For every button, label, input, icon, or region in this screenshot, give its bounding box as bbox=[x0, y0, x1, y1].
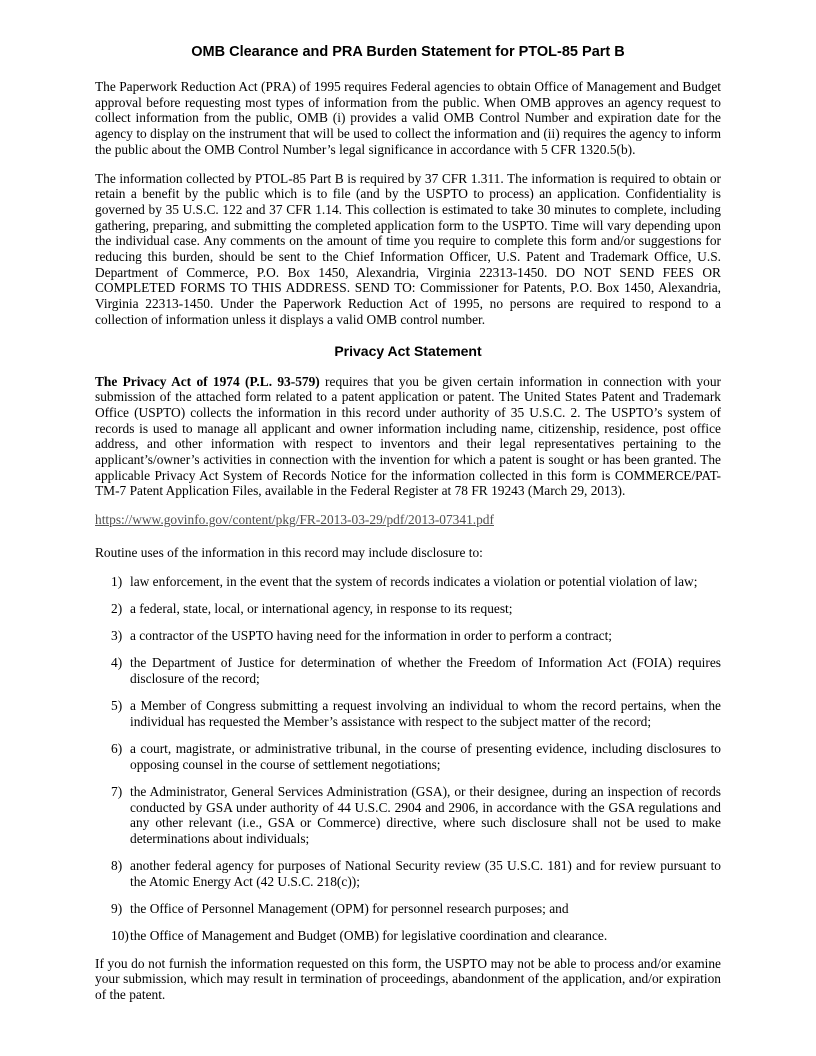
routine-uses-intro: Routine uses of the information in this record may include disclosure to: bbox=[95, 544, 483, 560]
pra-paragraph-1: The Paperwork Reduction Act (PRA) of 1995 requires Federal agencies to obtain Office of Management and Budget approval before requesting most types of information from the public. When OMB approves an agency request to collect information from the public, OMB (i) provides a valid OMB Control Number and expiration date for the agency to display on the instrument that will be used to collect the information and (ii) requires the agency to inform the public about the OMB Control Number’s legal significance in accordance with 5 CFR 1320.5(b). bbox=[95, 79, 721, 157]
list-item-number: 8) bbox=[111, 858, 123, 874]
list-item-text: a court, magistrate, or administrative tribunal, in the course of presenting evidence, including disclosures to opposing counsel in the course of settlement negotiations; bbox=[130, 741, 721, 772]
routine-use-item-9 bbox=[111, 901, 721, 917]
list-item-number: 4) bbox=[111, 655, 123, 671]
list-item-number: 10) bbox=[111, 928, 129, 944]
list-item-text: the Office of Personnel Management (OPM) for personnel research purposes; and bbox=[130, 901, 569, 917]
routine-use-item-7 bbox=[111, 784, 721, 847]
list-item-number: 3) bbox=[111, 627, 123, 643]
federal-register-link-line bbox=[95, 512, 721, 528]
list-item-text: the Administrator, General Services Administration (GSA), or their designee, during an inspection of records conducted by GSA under authority of 44 U.S.C. 2904 and 2906, in accordance with the GSA regulations and any other relevant (i.e., GSA or Commerce) directive, where such disclosure shall not be used to make determinations about individuals; bbox=[130, 783, 721, 847]
list-item-text: the Department of Justice for determination of whether the Freedom of Information Act (FOIA) requires disclosure of the record; bbox=[130, 655, 721, 686]
routine-use-item-4 bbox=[111, 655, 721, 686]
closing-paragraph: If you do not furnish the information requested on this form, the USPTO may not be able to process and/or examine your submission, which may result in termination of proceedings, abandonment of the application, and/or expiration of the patent. bbox=[95, 955, 721, 1002]
list-item-text: a federal, state, local, or international agency, in response to its request; bbox=[130, 600, 513, 616]
routine-use-item-3 bbox=[111, 628, 721, 644]
routine-use-item-10 bbox=[111, 928, 721, 944]
list-item-number: 9) bbox=[111, 901, 123, 917]
list-item-number: 2) bbox=[111, 600, 123, 616]
federal-register-link[interactable]: https://www.govinfo.gov/content/pkg/FR-2013-03-29/pdf/2013-07341.pdf bbox=[95, 512, 494, 528]
list-item-text: a contractor of the USPTO having need for the information in order to perform a contract; bbox=[130, 627, 613, 643]
document-title: OMB Clearance and PRA Burden Statement for PTOL-85 Part B bbox=[191, 44, 625, 60]
privacy-paragraph bbox=[95, 374, 721, 500]
routine-use-item-5 bbox=[111, 698, 721, 729]
list-item-number: 5) bbox=[111, 698, 123, 714]
pra-paragraph-2: The information collected by PTOL-85 Part B is required by 37 CFR 1.311. The information is required to obtain or retain a benefit by the public which is to file (and by the USPTO to process) an application. Confidentiality is governed by 35 U.S.C. 122 and 37 CFR 1.14. This collection is estimated to take 30 minutes to complete, including gathering, preparing, and submitting the completed application form to the USPTO. Time will vary depending upon the individual case. Any comments on the amount of time you require to complete this form and/or suggestions for reducing this burden, should be sent to the Chief Information Officer, U.S. Patent and Trademark Office, U.S. Department of Commerce, P.O. Box 1450, Alexandria, Virginia 22313-1450. DO NOT SEND FEES OR COMPLETED FORMS TO THIS ADDRESS. SEND TO: Commissioner for Patents, P.O. Box 1450, Alexandria, Virginia 22313-1450. Under the Paperwork Reduction Act of 1995, no persons are required to respond to a collection of information unless it displays a valid OMB control number. bbox=[95, 170, 721, 327]
list-item-number: 7) bbox=[111, 783, 123, 799]
list-item-text: another federal agency for purposes of National Security review (35 U.S.C. 181) and for review pursuant to the Atomic Energy Act (42 U.S.C. 218(c)); bbox=[130, 858, 721, 889]
routine-uses-list bbox=[95, 574, 721, 944]
list-item-text: law enforcement, in the event that the system of records indicates a violation or potential violation of law; bbox=[130, 573, 698, 589]
list-item-text: a Member of Congress submitting a request involving an individual to whom the record pertains, when the individual has requested the Member’s assistance with respect to the subject matter of the record; bbox=[130, 698, 721, 729]
list-item-text: the Office of Management and Budget (OMB) for legislative coordination and clearance. bbox=[130, 928, 608, 944]
privacy-act-body: requires that you be given certain information in connection with your submission of the attached form related to a patent application or patent. The United States Patent and Trademark Office (USPTO) collects the information in this record under authority of 35 U.S.C. 2. The USPTO’s system of records is used to manage all applicant and owner information including name, citizenship, residence, post office address, and other information with respect to inventors and their legal representatives pertaining to the applicant’s/owner’s activities in connection with the invention for which a patent is sought or has been granted. The applicable Privacy Act System of Records Notice for the information collected in this form is COMMERCE/PAT-TM-7 Patent Application Files, available in the Federal Register at 78 FR 19243 (March 29, 2013). bbox=[95, 373, 721, 499]
routine-use-item-1 bbox=[111, 574, 721, 590]
list-item-number: 1) bbox=[111, 573, 123, 589]
routine-use-item-8 bbox=[111, 858, 721, 889]
routine-use-item-6 bbox=[111, 741, 721, 772]
routine-use-item-2 bbox=[111, 601, 721, 617]
privacy-act-lead: The Privacy Act of 1974 (P.L. 93-579) bbox=[95, 373, 320, 389]
list-item-number: 6) bbox=[111, 741, 123, 756]
privacy-act-heading: Privacy Act Statement bbox=[334, 342, 482, 359]
